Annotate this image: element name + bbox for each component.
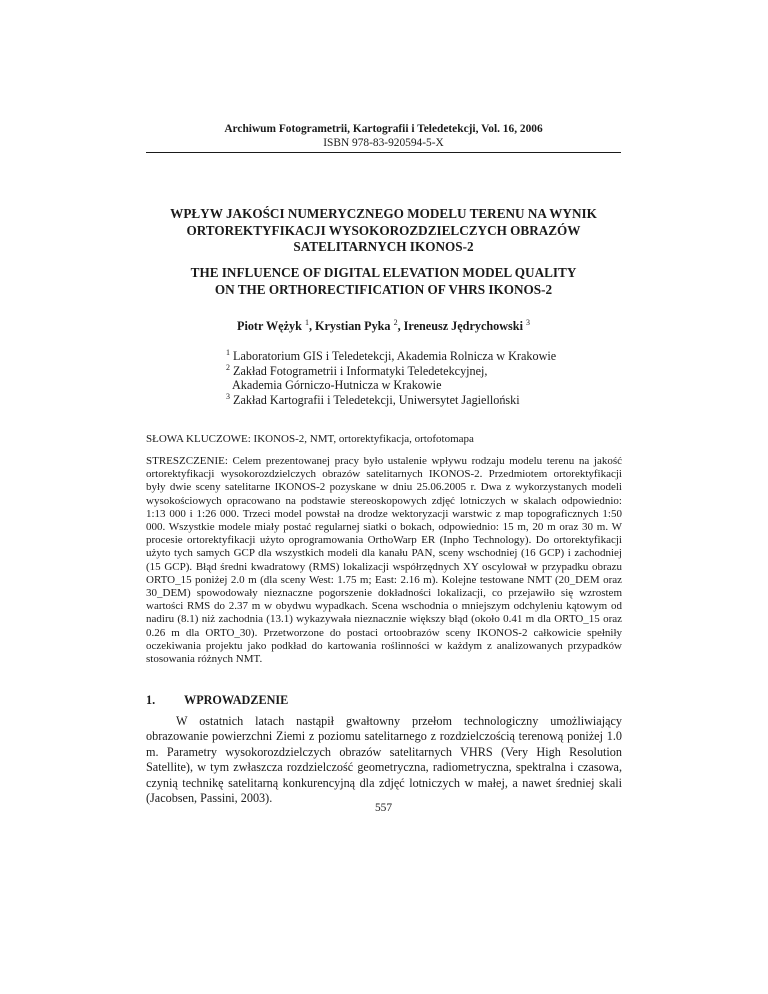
journal-title: Archiwum Fotogrametrii, Kartografii i Teledetekcji, Vol. 16, 2006 — [224, 123, 543, 135]
journal-header — [146, 122, 621, 150]
header-divider — [146, 152, 621, 153]
author-name: Ireneusz Jędrychowski — [403, 319, 523, 333]
affiliation — [226, 364, 556, 379]
paper-title-english — [146, 265, 621, 298]
author-affiliation-mark: 2 — [393, 318, 398, 327]
section-heading — [146, 692, 288, 708]
introduction-paragraph: W ostatnich latach nastąpił gwałtowny przełom technologiczny umożliwiający obrazowanie powierzchni Ziemi z poziomu satelitarnego z rozdzielczością terenową poniżej 1.0 m. Parametry wysokorozdzielczych obrazów satelitarnych VHRS (Very High Resolution Satellite), w tym zwłaszcza rozdzielczość geometryczna, radiometryczna, spektralna i czasowa, czynią technikę satelitarną konkurencyjną dla zdjęć lotniczych w małej, a nawet średniej skali (Jacobsen, Passini, 2003). — [146, 714, 622, 806]
affiliation-text: Laboratorium GIS i Teledetekcji, Akademia Rolnicza w Krakowie — [233, 349, 557, 363]
affiliation-list — [226, 349, 556, 407]
affiliation-text: Zakład Kartografii i Teledetekcji, Uniwersytet Jagielloński — [233, 392, 520, 407]
author-list: Piotr Wężyk $^1$, Krystian Pyka $^2$, Ireneusz Jędrychowski $^3$ — [237, 318, 530, 333]
page-number: 557 — [374, 802, 393, 814]
affiliation-number: 3 — [226, 391, 230, 401]
abstract: STRESZCZENIE: Celem prezentowanej pracy było ustalenie wpływu rodzaju modelu terenu na jakość ortorektyfikacji wysokorozdzielczych obrazów satelitarnych IKONOS-2. Przedmiotem ortorektyfikacji były dwie sceny satelitarne IKONOS-2 pozyskane w dniu 25.06.2005 r. Dwa z wykorzystanych modeli wysokościowych opracowano na podstawie stereoskopowych zdjęć lotniczych w skalach odpowiednio: 1:13 000 i 1:26 000. Trzeci model powstał na drodze wektoryzacji warstwic z map topograficznych 1:50 000. Wszystkie modele miały postać regularnej siatki o bokach, odpowiednio: 15 m, 20 m oraz 30 m. W procesie ortorektyfikacji użyto oprogramowania OrthoWarp ER (Inpho Technology). Do ortorektyfikacji użyto tych samych GCP dla wszystkich modeli dla kanału PAN, sceny wschodniej (16 GCP) i zachodniej (15 GCP). Błąd średni kwadratowy (RMS) lokalizacji współrzędnych XY oscylował w przypadku obrazu ORTO_15 poniżej 2.0 m (dla sceny West: 1.75 m; East: 2.16 m). Kolejne testowane NMT (20_DEM oraz 30_DEM) spowodowały nieznaczne pogorszenie dokładności lokalizacji, co przejawiło się wzrostem wartości RMS do 2.37 m w obydwu wypadkach. Scena wschodnia o mniejszym odchyleniu kątowym od nadiru (8.1) niż zachodnia (13.1) wykazywała nieznacznie większy błąd (około 0.41 m dla ORTO_15 oraz 0.26 m dla ORTO_30). Przetworzone do postaci ortoobrazów sceny IKONOS-2 całkowicie spełniły oczekiwania projektu jako podkład do kartowania roślinności w każdym z analizowanych przypadków stosowania różnych NMT. — [146, 455, 622, 666]
author-affiliation-mark: 3 — [526, 318, 530, 327]
paper-title-english-line-1: THE INFLUENCE OF DIGITAL ELEVATION MODEL QUALITY — [190, 265, 577, 280]
author-name: Piotr Wężyk — [237, 319, 302, 333]
author-affiliation-mark: 1 — [304, 318, 309, 327]
paper-title-polish: WPŁYW JAKOŚCI NUMERYCZNEGO MODELU TERENU NA WYNIK ORTOREKTYFIKACJI WYSOKOROZDZIELCZYCH OBRAZÓW SATELITARNYCH IKONOS-2 — [170, 206, 597, 254]
journal-isbn: ISBN 978-83-920594-5-X — [323, 137, 444, 149]
affiliation — [226, 393, 556, 408]
affiliation — [226, 349, 556, 364]
affiliation-number: 1 — [226, 348, 230, 357]
section-title: WPROWADZENIE — [184, 693, 289, 707]
affiliation-continuation: Akademia Górniczo-Hutnicza w Krakowie — [232, 378, 442, 393]
affiliation-number: 2 — [226, 362, 230, 372]
author-name: Krystian Pyka — [315, 319, 391, 333]
section-number: 1. — [146, 693, 156, 707]
affiliation-text: Zakład Fotogrametrii i Informatyki Teledetekcyjnej, — [233, 363, 488, 378]
paper-title-english-line-2: ON THE ORTHORECTIFICATION OF VHRS IKONOS-2 — [214, 281, 553, 297]
keywords: SŁOWA KLUCZOWE: IKONOS-2, NMT, ortorektyfikacja, ortofotomapa — [146, 433, 474, 445]
